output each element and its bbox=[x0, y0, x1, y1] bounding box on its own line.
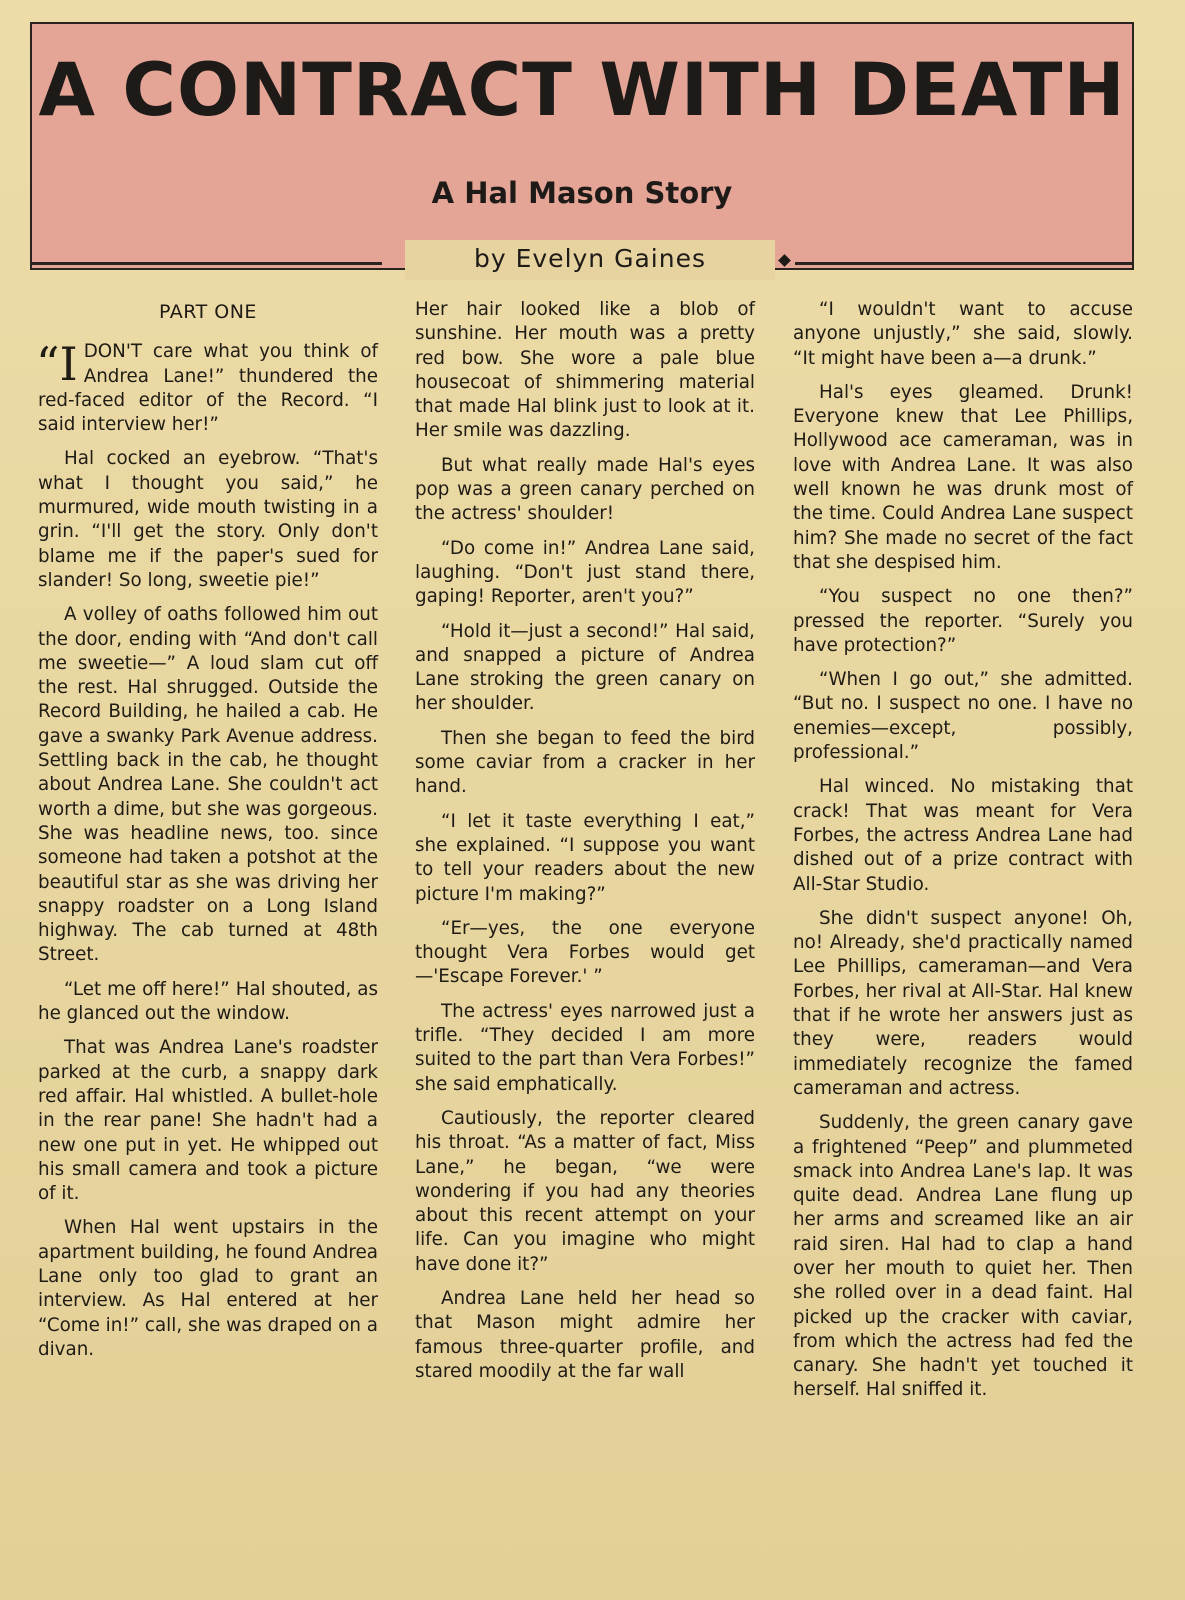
paragraph: But what really made Hal's eyes pop was a green canary perched on the actress' shoulder! bbox=[415, 454, 755, 525]
paragraph: Hal's eyes gleamed. Drunk! Everyone knew that Lee Phillips, Hollywood ace cameraman, was in love with Andrea Lane. It was also well known he was drunk most of the time. Could Andrea Lane suspect him? She made no secret of the fact that she despised him. bbox=[793, 381, 1133, 573]
paragraph: “Do come in!” Andrea Lane said, laughing. “Don't just stand there, gaping! Reporter, aren't you?” bbox=[415, 537, 755, 608]
paragraph: “Hold it—just a second!” Hal said, and snapped a picture of Andrea Lane stroking the green canary on her shoulder. bbox=[415, 620, 755, 715]
paragraph: Suddenly, the green canary gave a frightened “Peep” and plummeted smack into Andrea Lane's lap. It was quite dead. Andrea Lane flung up her arms and screamed like an air raid siren. Hal had to clap a hand over her mouth to quiet her. Then she rolled over in a dead faint. Hal picked up the cracker with caviar, from which the actress had fed the canary. She hadn't yet touched it herself. Hal sniffed it. bbox=[793, 1112, 1133, 1401]
paragraph: “When I go out,” she admitted. “But no. I suspect no one. I have no enemies—except, possibly, professional.” bbox=[793, 669, 1133, 764]
paragraph: Her hair looked like a blob of sunshine. Her mouth was a pretty red bow. She wore a pale blue housecoat of shimmering material that made Hal blink just to look at it. Her smile was dazzling. bbox=[415, 299, 755, 442]
paragraph: Cautiously, the reporter cleared his throat. “As a matter of fact, Miss Lane,” he began, “we were wondering if you had any theories about this recent attempt on your life. Can you imagine who might have done it?” bbox=[415, 1107, 755, 1275]
byline-rule-right bbox=[795, 262, 1134, 265]
paragraph: “I wouldn't want to accuse anyone unjustly,” she said, slowly. “It might have been a—a drunk.” bbox=[793, 299, 1133, 369]
part-heading: PART ONE bbox=[159, 301, 257, 323]
paragraph: Then she began to feed the bird some caviar from a cracker in her hand. bbox=[415, 727, 755, 798]
drop-cap: “I bbox=[36, 337, 78, 392]
column-2 bbox=[415, 298, 755, 1394]
paragraph: “Let me off here!” Hal shouted, as he glanced out the window. bbox=[38, 978, 378, 1025]
story-title: A CONTRACT WITH DEATH bbox=[38, 48, 1126, 133]
byline-rule-left bbox=[30, 262, 382, 265]
paragraph: The actress' eyes narrowed just a trifle. “They decided I am more suited to the part than Vera Forbes!” she said emphatically. bbox=[415, 1000, 755, 1095]
column-3 bbox=[793, 298, 1133, 1413]
byline: by Evelyn Gaines bbox=[405, 240, 775, 280]
paragraph: A volley of oaths followed him out the door, ending with “And don't call me sweetie—” A loud slam cut off the rest. Hal shrugged. Outside the Record Building, he hailed a cab. He gave a swanky Park Avenue address. Settling back in the cab, he thought about Andrea Lane. She couldn't act worth a dime, but she was gorgeous. She was headline news, too. since someone had taken a potshot at the beautiful star as she was driving her snappy roadster on a Long Island highway. The cab turned at 48th Street. bbox=[38, 604, 378, 966]
paragraph: “You suspect no one then?” pressed the reporter. “Surely you have protection?” bbox=[793, 586, 1133, 656]
paragraph: “Er—yes, the one everyone thought Vera Forbes would get —'Escape Forever.' ” bbox=[415, 917, 755, 988]
paragraph: Hal cocked an eyebrow. “That's what I thought you said,” he murmured, wide mouth twisting in a grin. “I'll get the story. Only don't blame me if the paper's sued for slander! So long, sweetie pie!” bbox=[38, 448, 378, 591]
paragraph: That was Andrea Lane's roadster parked at the curb, a snappy dark red affair. Hal whistled. A bullet-hole in the rear pane! She hadn't had a new one put in yet. He whipped out his small camera and took a picture of it. bbox=[38, 1037, 378, 1205]
paragraph: She didn't suspect anyone! Oh, no! Already, she'd practically named Lee Phillips, cameraman—and Vera Forbes, her rival at All-Star. Hal knew that if he wrote her answers just as they were, readers would immediately recognize the famed cameraman and actress. bbox=[793, 907, 1133, 1099]
paragraph: “I let it taste everything I eat,” she explained. “I suppose you want to tell your readers about the new picture I'm making?” bbox=[415, 810, 755, 905]
paragraph: Hal winced. No mistaking that crack! That was meant for Vera Forbes, the actress Andrea Lane had dished out of a prize contract with All-Star Studio. bbox=[793, 776, 1133, 895]
column-1 bbox=[38, 298, 378, 1372]
paragraph: Andrea Lane held her head so that Mason might admire her famous three-quarter profile, and stared moodily at the far wall bbox=[415, 1287, 755, 1382]
title-banner bbox=[30, 22, 1134, 270]
paragraph: When Hal went upstairs in the apartment building, he found Andrea Lane only too glad to grant an interview. As Hal entered at her “Come in!” call, she was draped on a divan. bbox=[38, 1217, 378, 1360]
story-subtitle: A Hal Mason Story bbox=[431, 176, 733, 210]
paragraph: “I DON'T care what you think of Andrea Lane!” thundered the red-faced editor of the Record. “I said interview her!” bbox=[36, 337, 378, 436]
